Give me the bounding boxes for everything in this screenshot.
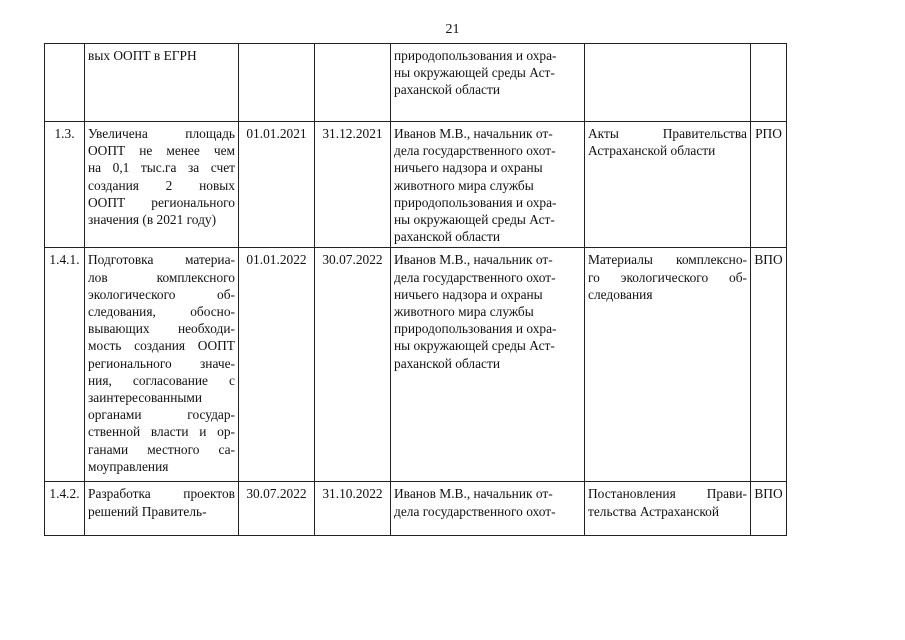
- cell-line: Подготовка материа-: [88, 252, 235, 268]
- row-number: 1.3.: [45, 122, 85, 248]
- cell-line: Иванов М.В., начальник от-: [394, 486, 553, 502]
- plan-table: [44, 43, 787, 536]
- start-date: 01.01.2022: [239, 248, 315, 482]
- cell-line: Постановления Прави-: [588, 486, 747, 502]
- table-row: [45, 482, 787, 536]
- result-cell: [585, 482, 751, 536]
- table-row: [45, 44, 787, 122]
- responsible-cell: [391, 122, 585, 248]
- level-cell: ВПО: [751, 482, 787, 536]
- cell-line: заинтересованными: [88, 390, 203, 406]
- start-date: 30.07.2022: [239, 482, 315, 536]
- level-cell: [751, 44, 787, 122]
- responsible-cell: [391, 248, 585, 482]
- cell-line: моуправления: [88, 458, 169, 474]
- result-cell: [585, 44, 751, 122]
- end-date: [315, 44, 391, 122]
- level-cell: РПО: [751, 122, 787, 248]
- event-cell: [85, 44, 239, 122]
- end-date: 30.07.2022: [315, 248, 391, 482]
- level-cell: ВПО: [751, 248, 787, 482]
- cell-line: Иванов М.В., начальник от-: [394, 252, 553, 268]
- cell-line: мость создания ООПТ: [88, 338, 235, 354]
- cell-line: ООПТ не менее чем: [88, 143, 235, 159]
- cell-line: животного мира службы: [394, 304, 534, 320]
- row-number: 1.4.1.: [45, 248, 85, 482]
- cell-line: тельства Астраханской: [588, 503, 720, 519]
- plan-table-body: [45, 44, 787, 536]
- event-cell: [85, 248, 239, 482]
- responsible-cell: [391, 482, 585, 536]
- cell-line: Иванов М.В., начальник от-: [394, 126, 553, 141]
- table-row: [45, 122, 787, 248]
- cell-line: лов комплексного: [88, 269, 235, 285]
- cell-line: экологического об-: [88, 286, 235, 302]
- cell-line: ничьего надзора и охраны: [394, 286, 543, 302]
- cell-line: ничьего надзора и охраны: [394, 160, 543, 176]
- cell-line: дела государственного охот-: [394, 269, 556, 285]
- cell-line: органами государ-: [88, 407, 235, 423]
- cell-line: ны окружающей среды Аст-: [394, 212, 555, 228]
- cell-line: регионального значе-: [88, 355, 235, 371]
- cell-line: ственной власти и ор-: [88, 424, 235, 440]
- cell-line: ны окружающей среды Аст-: [394, 338, 555, 354]
- start-date: 01.01.2021: [239, 122, 315, 248]
- cell-line: ООПТ регионального: [88, 194, 235, 210]
- cell-line: природопользования и охра-: [394, 194, 557, 210]
- cell-line: ния, согласование с: [88, 372, 235, 388]
- cell-line: природопользования и охра-: [394, 321, 557, 337]
- end-date: 31.10.2022: [315, 482, 391, 536]
- cell-line: вых ООПТ в ЕГРН: [88, 48, 197, 63]
- cell-line: следования, обосно-: [88, 304, 235, 320]
- cell-line: на 0,1 тыс.га за счет: [88, 160, 235, 176]
- cell-line: Материалы комплексно-: [588, 252, 747, 268]
- cell-line: дела государственного охот-: [394, 503, 556, 519]
- cell-line: вывающих необходи-: [88, 321, 235, 337]
- cell-line: раханской области: [394, 229, 501, 245]
- row-number: 1.4.2.: [45, 482, 85, 536]
- cell-line: раханской области: [394, 355, 501, 371]
- page-number: 21: [445, 22, 460, 37]
- responsible-cell: [391, 44, 585, 122]
- event-cell: [85, 122, 239, 248]
- start-date: [239, 44, 315, 122]
- cell-line: создания 2 новых: [88, 177, 235, 193]
- cell-line: значения (в 2021 году): [88, 212, 217, 228]
- cell-line: ганами местного са-: [88, 441, 235, 457]
- cell-line: решений Правитель-: [88, 503, 207, 519]
- cell-line: раханской области: [394, 82, 501, 98]
- cell-line: дела государственного охот-: [394, 143, 556, 159]
- event-cell: [85, 482, 239, 536]
- cell-line: Разработка проектов: [88, 486, 235, 502]
- table-row: [45, 248, 787, 482]
- result-cell: [585, 122, 751, 248]
- cell-line: Акты Правительства: [588, 126, 747, 141]
- cell-line: следования: [588, 286, 653, 302]
- end-date: 31.12.2021: [315, 122, 391, 248]
- cell-line: Астраханской области: [588, 143, 716, 159]
- cell-line: природопользования и охра-: [394, 48, 557, 63]
- cell-line: ны окружающей среды Аст-: [394, 65, 555, 81]
- cell-line: Увеличена площадь: [88, 126, 235, 141]
- cell-line: го экологического об-: [588, 269, 747, 285]
- cell-line: животного мира службы: [394, 177, 534, 193]
- result-cell: [585, 248, 751, 482]
- row-number: [45, 44, 85, 122]
